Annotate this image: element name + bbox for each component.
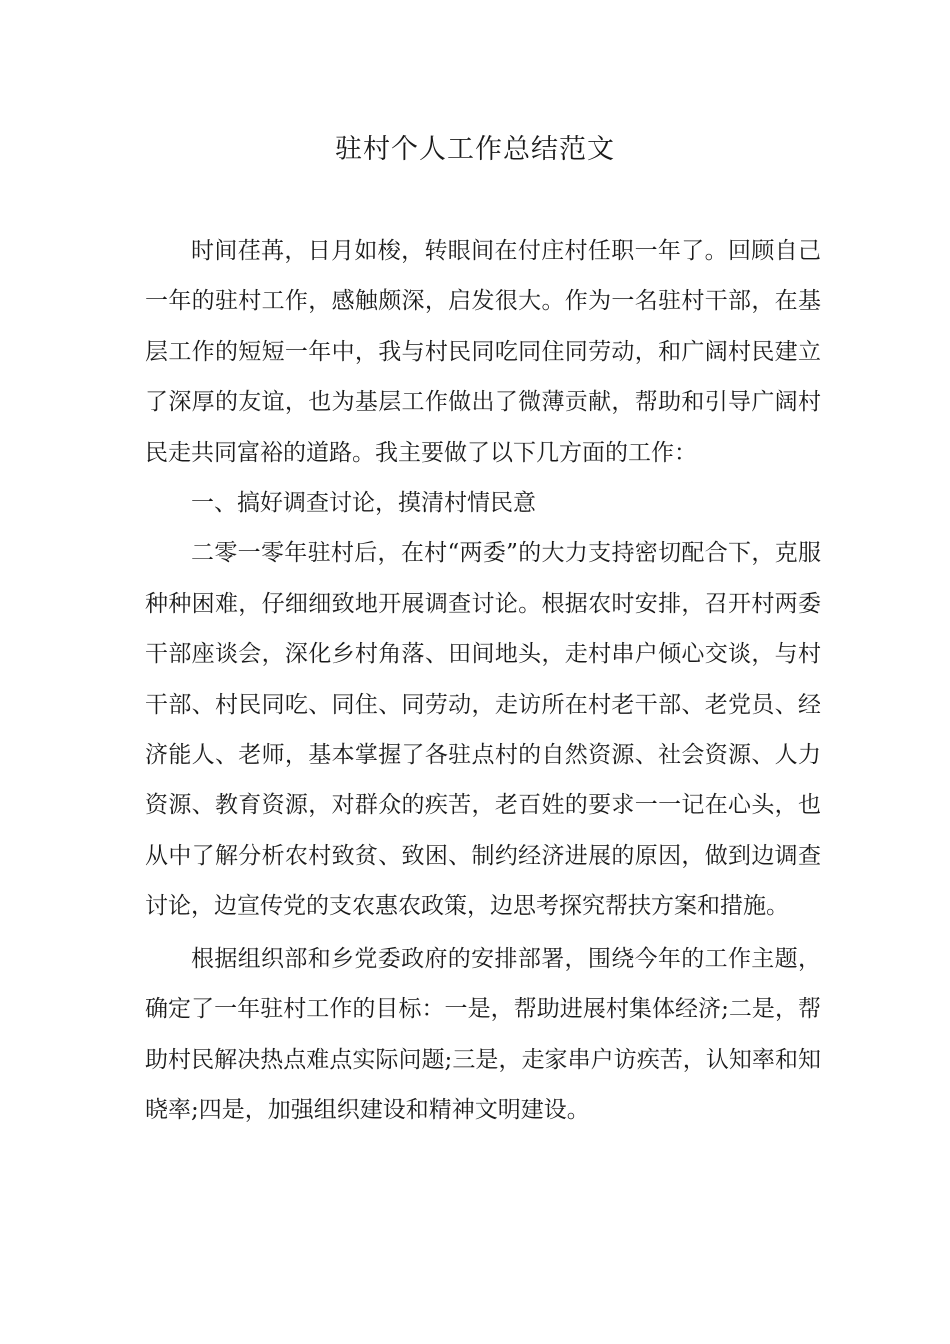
document-body [145, 226, 821, 1135]
paragraph-goals: 根据组织部和乡党委政府的安排部署，围绕今年的工作主题，确定了一年驻村工作的目标：一是，帮助进展村集体经济;二是，帮助村民解决热点难点实际问题;三是，走家串户访疾苦，认知率和知晓率;四是，加强组织建设和精神文明建设。 [145, 945, 821, 1123]
section-heading-1: 一、搞好调查讨论，摸清村情民意 [191, 490, 536, 517]
paragraph-intro: 时间荏苒，日月如梭，转眼间在付庄村任职一年了。回顾自己一年的驻村工作，感触颇深，启发很大。作为一名驻村干部，在基层工作的短短一年中，我与村民同吃同住同劳动，和广阔村民建立了深厚的友谊，也为基层工作做出了微薄贡献，帮助和引导广阔村民走共同富裕的道路。我主要做了以下几方面的工作： [145, 238, 821, 466]
document-title: 驻村个人工作总结范文 [335, 134, 615, 165]
paragraph-investigation: 二零一零年驻村后，在村“两委”的大力支持密切配合下，克服种种困难，仔细细致地开展调查讨论。根据农时安排，召开村两委干部座谈会，深化乡村角落、田间地头，走村串户倾心交谈，与村干部、村民同吃、同住、同劳动，走访所在村老干部、老党员、经济能人、老师，基本掌握了各驻点村的自然资源、社会资源、人力资源、教育资源，对群众的疾苦，老百姓的要求一一记在心头，也从中了解分析农村致贫、致困、制约经济进展的原因，做到边调查讨论，边宣传党的支农惠农政策，边思考探究帮扶方案和措施。 [145, 540, 821, 920]
